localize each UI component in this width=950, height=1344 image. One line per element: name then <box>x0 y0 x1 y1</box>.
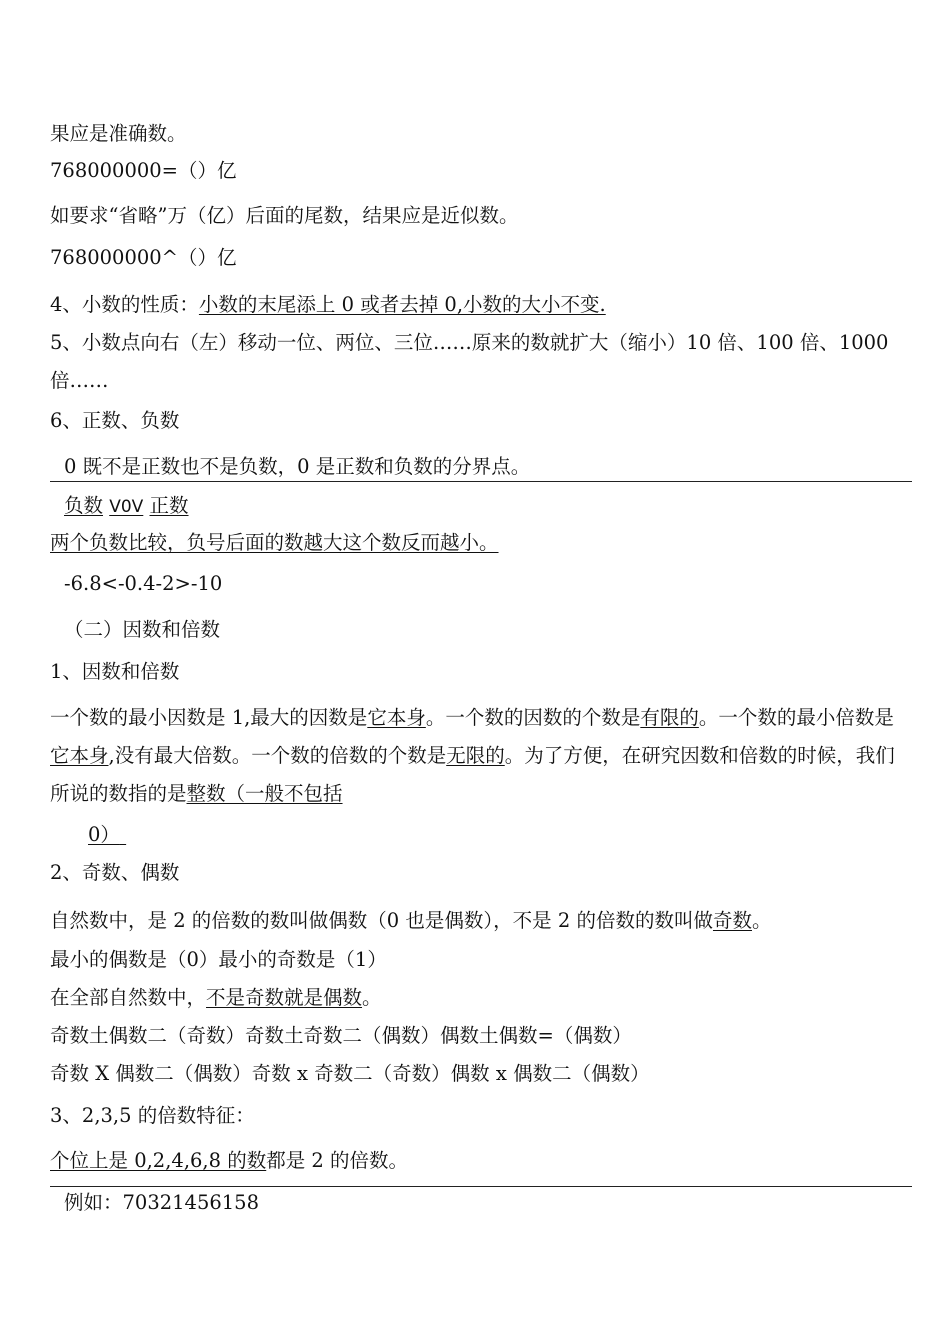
line-natural-numbers <box>50 986 912 1010</box>
line-example-number: 例如：70321456158 <box>64 1191 259 1214</box>
line-zero-boundary: 0 既不是正数也不是负数，0 是正数和负数的分界点。 <box>64 455 531 478</box>
line-zero-paren <box>88 823 950 847</box>
multiple-of-two-end: 都是 2 的倍数。 <box>266 1149 409 1172</box>
underline-tail <box>120 823 126 846</box>
multiple-underline-infinite: 无限的 <box>446 744 505 767</box>
positive-label: 正数 <box>149 494 189 517</box>
line-compare-example: -6.8<-0.4-2>-10 <box>64 572 223 595</box>
odd-or-even-underline: 不是奇数就是偶数 <box>206 986 363 1009</box>
factor-text-3: 。一个数的最小倍数是 <box>698 706 894 729</box>
line-number-order <box>64 494 926 519</box>
natural-numbers-end: 。 <box>362 986 382 1009</box>
line-odd-even-definition <box>50 909 912 933</box>
factor-underline-itself: 它本身 <box>367 706 426 729</box>
line-decimal-point-move: 5、小数点向右（左）移动一位、两位、三位……原来的数就扩大（缩小）10 倍、100 倍、1000 倍…… <box>50 331 889 392</box>
line-product-rules: 奇数 X 偶数二（偶数）奇数 x 奇数二（奇数）偶数 x 偶数二（偶数） <box>50 1062 650 1085</box>
line-positive-negative-heading: 6、正数、负数 <box>50 409 180 432</box>
factor-text-5: 。为了方便，在研究因数和倍数的时候，我们所说的数指的是 <box>50 744 895 805</box>
line-approx-yi: 768000000^（）亿 <box>50 246 237 269</box>
line-multiples-heading: 3、2,3,5 的倍数特征： <box>50 1104 255 1127</box>
odd-even-definition-end: 。 <box>751 909 772 932</box>
line-factors-heading: 1、因数和倍数 <box>50 660 180 683</box>
divider-line <box>50 481 912 482</box>
negative-label: 负数 <box>64 494 104 517</box>
line-multiple-of-two <box>50 1149 912 1173</box>
order-symbol: V0V <box>109 497 144 517</box>
line-smallest-even-odd: 最小的偶数是（0）最小的奇数是（1） <box>50 948 387 971</box>
factor-text-1: 一个数的最小因数是 1,最大的因数是 <box>50 706 368 729</box>
odd-underline: 奇数 <box>712 909 752 932</box>
line-omit-rule: 如要求“省略”万（亿）后面的尾数，结果应是近似数。 <box>50 204 519 227</box>
section-heading-factors-multiples: （二）因数和倍数 <box>64 618 221 641</box>
factor-underline-finite: 有限的 <box>640 706 699 729</box>
line-decimal-property <box>50 293 912 317</box>
decimal-property-label: 4、小数的性质： <box>50 293 199 316</box>
line-negative-compare <box>50 531 912 555</box>
paragraph-factors-multiples <box>50 699 912 813</box>
negative-compare-rule: 两个负数比较，负号后面的数越大这个数反而越小。 <box>50 531 499 554</box>
decimal-property-rule: 小数的末尾添上 0 或者去掉 0,小数的大小不变. <box>198 293 606 316</box>
line-rewrite-yi: 768000000=（）亿 <box>50 159 237 182</box>
multiple-underline-itself: 它本身 <box>50 744 109 767</box>
line-odd-even-heading: 2、奇数、偶数 <box>50 861 180 884</box>
line-accurate-result: 果应是准确数。 <box>50 122 187 145</box>
units-digit-underline: 个位上是 0,2,4,6,8 的数 <box>50 1149 267 1172</box>
natural-numbers-text: 在全部自然数中， <box>50 986 207 1009</box>
factor-text-4: ,没有最大倍数。一个数的倍数的个数是 <box>108 744 447 767</box>
line-sum-rules: 奇数土偶数二（奇数）奇数土奇数二（偶数）偶数土偶数=（偶数） <box>50 1024 632 1047</box>
divider-line-bottom <box>50 1186 912 1187</box>
zero-paren-text: 0） <box>88 823 120 846</box>
odd-even-definition-text: 自然数中，是 2 的倍数的数叫做偶数（0 也是偶数），不是 2 的倍数的数叫做 <box>50 909 713 932</box>
factor-underline-integer: 整数（一般不包括 <box>186 782 343 805</box>
factor-text-2: 。一个数的因数的个数是 <box>425 706 641 729</box>
